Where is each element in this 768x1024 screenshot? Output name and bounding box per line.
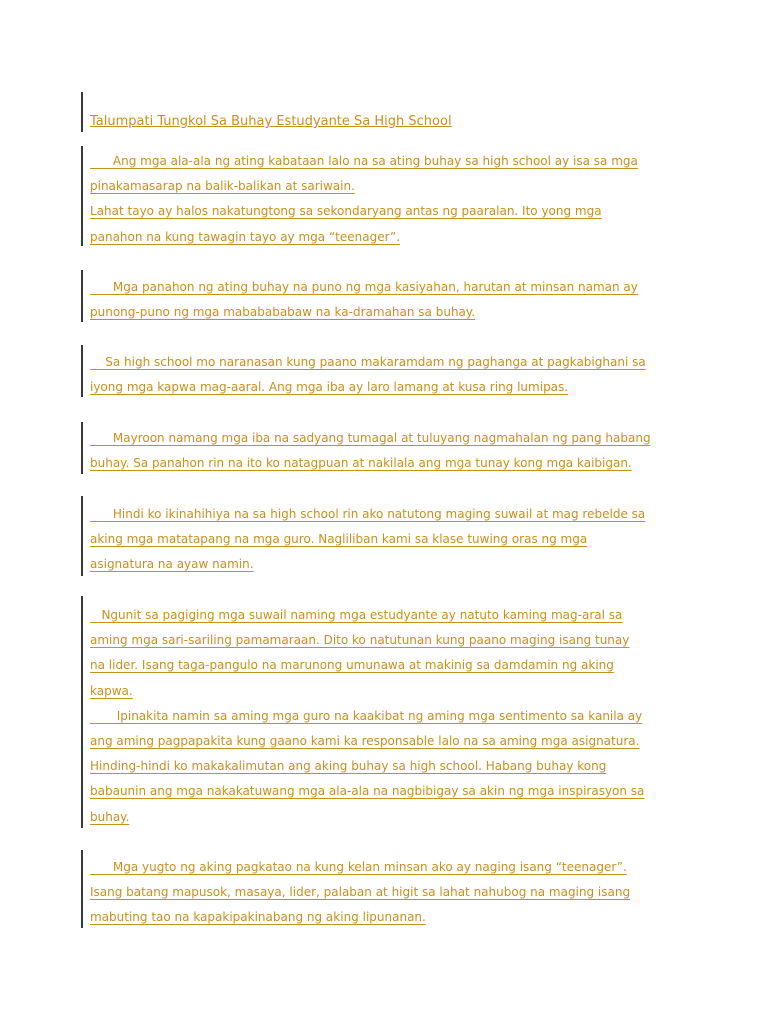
paragraph-line[interactable]: babaunin ang mga nakakatuwang mga ala-ala na nagbibigay sa akin ng mga inspirasyon sa <box>90 784 645 799</box>
paragraph-2 <box>90 275 690 325</box>
paragraph-line[interactable]: Mayroon namang mga iba na sadyang tumagal at tuluyang nagmahalan ng pang habang <box>90 431 651 445</box>
paragraph-line[interactable]: aking mga matatapang na mga guro. Nagliliban kami sa klase tuwing oras ng mga <box>90 532 588 547</box>
paragraph-line[interactable]: pinakamasarap na balik-balikan at sariwain. <box>90 179 355 194</box>
margin-bar-paragraph-5 <box>81 496 83 576</box>
paragraph-line[interactable]: mabuting tao na kapakipakinabang ng aking lipunanan. <box>90 910 426 925</box>
paragraph-line[interactable]: Hinding-hindi ko makakalimutan ang aking buhay sa high school. Habang buhay kong <box>90 759 607 774</box>
paragraph-line[interactable]: Sa high school mo naranasan kung paano makaramdam ng paghanga at pagkabighani sa <box>90 355 646 369</box>
paragraph-7 <box>90 855 690 931</box>
paragraph-line[interactable]: kapwa. <box>90 683 133 698</box>
paragraph-line[interactable]: Isang batang mapusok, masaya, lider, palaban at higit sa lahat nahubog na maging isang <box>90 885 631 900</box>
paragraph-line[interactable]: buhay. Sa panahon rin na ito ko natagpuan at nakilala ang mga tunay kong mga kaibigan. <box>90 456 632 471</box>
paragraph-5 <box>90 502 690 578</box>
paragraph-line[interactable]: Mga yugto ng aking pagkatao na kung kelan minsan ako ay naging isang “teenager”. <box>90 860 627 874</box>
paragraph-1 <box>90 149 690 250</box>
paragraph-line[interactable]: buhay. <box>90 809 130 824</box>
margin-bar-paragraph-7 <box>81 850 83 928</box>
document-title[interactable]: Talumpati Tungkol Sa Buhay Estudyante Sa High School <box>90 114 452 129</box>
paragraph-line[interactable]: iyong mga kapwa mag-aaral. Ang mga iba ay laro lamang at kusa ring lumipas. <box>90 380 569 395</box>
paragraph-line[interactable]: Ang mga ala-ala ng ating kabataan lalo na sa ating buhay sa high school ay isa sa mga <box>90 154 638 168</box>
paragraph-line[interactable]: aming mga sari-sariling pamamaraan. Dito ko natutunan kung paano maging isang tunay <box>90 633 630 648</box>
paragraph-line[interactable]: panahon na kung tawagin tayo ay mga “teenager”. <box>90 229 401 244</box>
paragraph-3 <box>90 350 690 400</box>
paragraph-line[interactable]: na lider. Isang taga-pangulo na marunong umunawa at makinig sa damdamin ng aking <box>90 658 614 673</box>
paragraph-line[interactable]: ang aming pagpapakita kung gaano kami ka responsable lalo na sa aming mga asignatura. <box>90 734 640 749</box>
margin-bar-title <box>81 92 83 132</box>
margin-bar-paragraph-3 <box>81 345 83 397</box>
paragraph-4 <box>90 426 690 476</box>
paragraph-line[interactable]: Lahat tayo ay halos nakatungtong sa sekondaryang antas ng paaralan. Ito yong mga <box>90 204 602 219</box>
margin-bar-paragraph-4 <box>81 422 83 474</box>
paragraph-line[interactable]: asignatura na ayaw namin. <box>90 557 254 572</box>
paragraph-line[interactable]: Mga panahon ng ating buhay na puno ng mga kasiyahan, harutan at minsan naman ay <box>90 280 638 294</box>
paragraph-line[interactable]: punong-puno ng mga mababababaw na ka-dramahan sa buhay. <box>90 305 476 320</box>
paragraph-line[interactable]: Hindi ko ikinahihiya na sa high school rin ako natutong maging suwail at mag rebelde sa <box>90 507 646 521</box>
paragraph-6 <box>90 603 690 830</box>
margin-bar-paragraph-1 <box>81 146 83 246</box>
paragraph-line[interactable]: Ipinakita namin sa aming mga guro na kaakibat ng aming mga sentimento sa kanila ay <box>90 708 643 723</box>
margin-bar-paragraph-6 <box>81 596 83 828</box>
paragraph-line[interactable]: Ngunit sa pagiging mga suwail naming mga estudyante ay natuto kaming mag-aral sa <box>90 608 623 622</box>
margin-bar-paragraph-2 <box>81 270 83 322</box>
